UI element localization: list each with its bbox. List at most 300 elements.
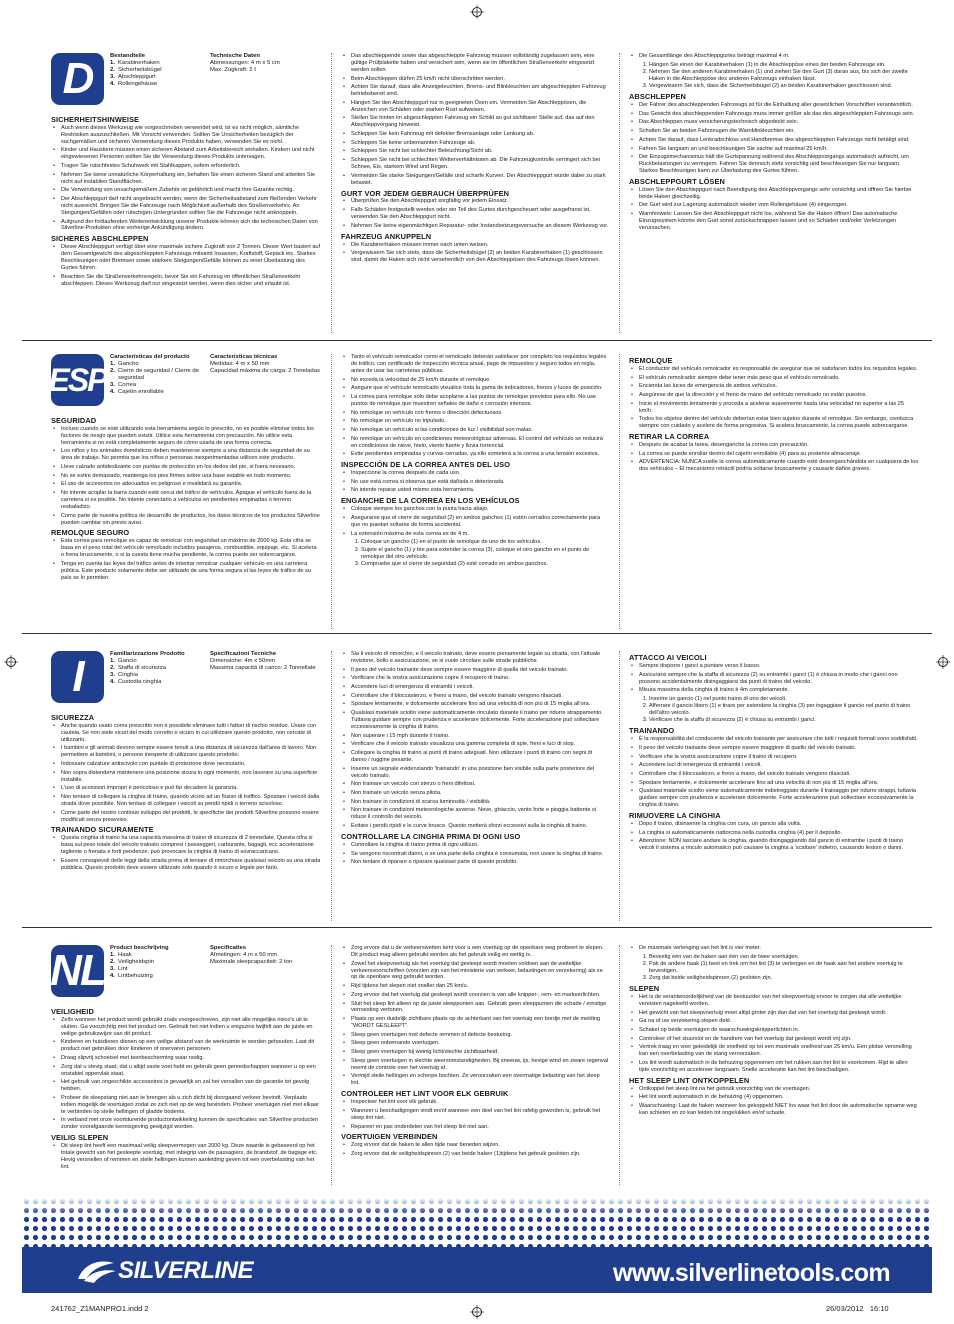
bullet-item: • Esta correa para remolque es capaz de remolcar con seguridad un máximo de 2000 kg. Esta cifra se basa en el peso total del vehículo remolcado incluidos pasajeros, combustible, equipaje, etc. Si acelera o frena bruscamente, o si la cuesta tiene mucha pendiente, la correa puede ser sobrecargarse. (61, 538, 321, 559)
section-heading: SICHERES ABSCHLEPPEN (51, 234, 149, 244)
bullet-item: • Evite pendientes empinadas y curvas cerradas, ya ello someterá a la correa a una tensión excesiva. (351, 451, 609, 458)
bullet-item: • La extensión máxima de esta correa es de 4 m. (351, 531, 609, 538)
part-item (110, 389, 202, 396)
bullet-item: • Dieser Abschleppgurt verfügt über eine maximale sichere Zugkraft von 2 Tonnen. Dieser Wert basiert auf dem Gesamtgewicht des abgeschleppten Fahrzeugs mitsamt Insassen, Kraftstoff, Gepäck etc. Starkes Beschleunigen oder Bremsen sowie stärkere Steigungen/Gefälle können zu einer Überlastung des Gurtes führen. (61, 244, 321, 272)
part-item (110, 672, 202, 679)
bullet-item: • In verband met onze voortdurende productontwikkeling kunnen de specificaties van Silverline producten zonder voorafgaande kennisgeving gewijzigd worden. (61, 1117, 321, 1131)
bullet-item: • Coloque siempre los ganchos con la punta hacia abajo. (351, 506, 609, 513)
bullet-item: • Schleppen Sie keine unbemannten Fahrzeuge ab. (351, 140, 609, 147)
section-divider (22, 340, 932, 341)
bullet-item: • Misura massima della cinghia di traino è 4m completamente. (639, 687, 919, 694)
spec-item: Capacidad máxima de carga: 2 Toneladas (210, 368, 320, 374)
section-heading: INSPECCIÓN DE LA CORREA ANTES DEL USO (341, 460, 511, 470)
bullet-item: • Essere consapevoli delle leggi della strada prima di tentare di rimorchiare qualsiasi veicolo su una strada pubblica. Questo prodotto deve essere utilizzato solo quando è sicuro e legale per farlo. (61, 858, 321, 872)
section-spanish (48, 354, 919, 629)
bullet-item: • Repareer en pas onderdelen van het sleep lint niet aan. (351, 1124, 609, 1131)
bullet-list (629, 442, 919, 473)
spec-title: Características técnicas (210, 354, 278, 360)
bullet-item: • Überprüfen Sie den Abschleppgurt sorgfältig vor jedem Einsatz. (351, 198, 609, 205)
bullet-item: • Verificare che il veicolo trainato visualizza una gamma completa di spie, freni e luci di stop. (351, 741, 609, 748)
bullet-item: • Der Abschleppgurt darf nicht angebracht werden, wenn der Sicherheitsabstand zum fließenden Verkehr nicht ausreicht. Bringen Sie die Fahrzeuge nach Möglichkeit außerhalb des Straßenverkehrs. An Steigungen/Gefällen oder rutschigen Untergründen sollten Sie die Fahrzeuge nicht anknoppeln. (61, 196, 321, 217)
bullet-item: • Rijd tijdens het slepen niet sneller dan 25 km/u. (351, 983, 609, 990)
part-label: Cierre de seguridad / Cierre de seguridad (118, 368, 199, 381)
bullet-item: • Todos los objetos dentro del vehículo deberían estar bien sujetos durante el remolque. Sin embargo, conduzca siempre con cuidado y acelere de forma progresiva. Si acelera bruscamente, la correa puede sobrecargarse. (639, 416, 919, 430)
step-item: 3. Verificare che la staffa di sicurezza (2) è chiusa su entrambi i ganci. (649, 717, 919, 724)
bullet-item: • Der Gurt wird zur Lagerung automatisch wieder vom Rollengehäuse (4) eingezogen. (639, 202, 919, 209)
print-time-value: 16:10 (869, 1304, 889, 1313)
bullet-item: • Inspeccione la correa después de cada uso. (351, 470, 609, 477)
bullet-item: • Il peso del veicolo trainante deve sempre essere maggiore di quella del veicolo trainato. (351, 667, 609, 674)
bullet-item: • Aufgrund der fortlaufenden Weiterentwicklung unserer Produkte können sich die technischen Daten von Silverline-Produkten ohne vorherige Ankündigung ändern. (61, 219, 321, 233)
step-item: 2. Pak de andere haak (1) beet en trek om het lint (3) te verlengen en de haak aan het andere voertuig te bevestigen. (649, 961, 919, 975)
section-heading: ATTACCO AI VEICOLI (629, 653, 707, 662)
step-item: 3. Compruebe que el cierre de seguridad (2) esté cerrado en ambos ganchos. (361, 561, 609, 568)
parts-items (110, 60, 202, 88)
bullet-item: • Probeer de sleepstang niet aan te brengen als u zich dicht bij doorgaand verkeer bevindt. Verplaats indien mogelijk de voertuigen zodat ze zich niet op de weg bevinden. Probeer voertuigen niet met elkaar te verbinden op steile hellingen of gladde bodems. (61, 1095, 321, 1116)
bullet-item: • Falls Schäden festgestellt werden oder ein Teil des Gurtes durchgescheuert oder ausgefranst ist, verwenden Sie den Abschleppgurt nicht. (351, 207, 609, 221)
text-column-2 (341, 651, 609, 868)
bullet-list (51, 723, 321, 824)
bullet-item: • Nehmen Sie keine unnatürliche Körperhaltung ein, behalten Sie einen sicheren Stand und arbeiten Sie nicht auf instabilen Standflächen. (61, 172, 321, 186)
bullet-item: • Vermeiden Sie starke Steigungen/Gefälle und scharfe Kurven. Der Abschleppgurt würde dabei zu stark belastet. (351, 173, 609, 187)
part-number: 3. (110, 966, 115, 972)
bullet-list (629, 53, 919, 60)
bullet-item: • No remolque un vehículo con frenos o dirección defectuosos. (351, 410, 609, 417)
part-label: Gancio (118, 658, 137, 664)
bullet-item: • Non trainare in condizioni di scarsa luminosità / visibilità. (351, 799, 609, 806)
bullet-item: • La correa para remolque sólo debe acoplarse a las puntos de remolque previstos para ello. No use puntos de remolque que muestren señales de daño o corrosión intensos. (351, 394, 609, 408)
column-divider (331, 945, 332, 1185)
brand-logo (74, 1255, 253, 1287)
bullet-list (629, 102, 919, 175)
part-number: 4. (110, 679, 115, 685)
bullet-item: • Wanneer u beschadigingen vindt en/of wanneer een deel van het lint rafelig geworden is, gebruik het sleep lint niet. (351, 1108, 609, 1122)
bullet-item: • Non trainare un veicolo senza pilota. (351, 790, 609, 797)
text-column-3 (629, 945, 919, 1119)
bullet-item: • Asegúrese de que la dirección y el freno de mano del vehículo remolcado no están puestos. (639, 392, 919, 399)
spec-list (210, 354, 350, 375)
bullet-item: • Los niños y los animales domésticos deben mantenerse siempre a una distancia de seguridad de su área de trabajo. No permita que los niños o personas inexperimentadas utilicen este producto. (61, 448, 321, 462)
section-heading: SEGURIDAD (51, 416, 97, 425)
bullet-item: • È la responsabilità del conducente del veicolo trainante per assicurare che tutti i requisiti formali sono soddisfatti. (639, 736, 919, 743)
section-heading: GURT VOR JEDEM GEBRAUCH ÜBERPRÜFEN (341, 188, 510, 198)
part-label: Cajetín enrollable (118, 389, 164, 395)
section-heading: TRAINANDO (629, 726, 675, 736)
part-number: 1. (110, 658, 115, 664)
bullet-list (629, 187, 919, 232)
bullet-item: • Sleep geen voertuigen met defecte remmen of defecte besturing. (351, 1032, 609, 1039)
step-item: 1. Coloque un gancho (1) en el punto de remolque de uno de los vehículos. (361, 539, 609, 546)
column-divider (331, 651, 332, 921)
section-heading: ABSCHLEPPGURT LÖSEN (629, 176, 725, 186)
bullet-item: • Kinder und Haustiere müssen einen sicheren Abstand zum Arbeitsbereich einhalten. Kindern und nicht eingewiesenen Personen sollten Sie die Verwendung dieses Produkts untersagen. (61, 147, 321, 161)
part-item (110, 81, 202, 88)
bullet-item: • Fahren Sie langsam an und beschleunigen Sie sachte auf maximal 25 km/h. (639, 146, 919, 153)
bullet-list (51, 538, 321, 581)
bullet-item: • Het gebruik van ongeschikte accessoires is gevaarlijk en zal het vervallen van de garantie tot gevolg hebben. (61, 1079, 321, 1093)
bullet-item: • Stellen Sie hinten im abgeschleppten Fahrzeug ein Schild an gut sichtbarer Stelle auf, das auf den Abschleppvorgang hinweist. (351, 115, 609, 129)
numbered-steps (629, 62, 919, 90)
bullet-item: • Het is de verantwoordelijkheid van de bestuurder van het sleepvoertuig ervoor te zorgen dat alle wettelijke vereisten nageleefd worden. (639, 994, 919, 1008)
bullet-item: • I bambini e gli animali devono sempre essere tenuti a una distanza di sicurezza dall'area di lavoro. Non permettere ai bambini, o persone inesperte di utilizzare questo prodotto. (61, 745, 321, 759)
bullet-item: • Il peso del veicolo trainante deve sempre essere maggiore di quello del veicolo trainato. (639, 745, 919, 752)
footer-band (22, 1197, 932, 1293)
bullet-item: • La cinghia si automaticamente riattorcina nella custodia cinghia (4) per il deposito. (639, 830, 919, 837)
section-heading: FAHRZEUG ANKUPPELN (341, 231, 432, 241)
parts-title: Familiarizzazione Prodotto (110, 651, 185, 657)
indd-file-name: 241762_Z1MANPRO1.indd 2 (51, 1304, 149, 1313)
bullet-item: • Qualsiasi materiale sciolto viene automaticamente rinculato durante il traino per ridurre strappamento. Tuttavia guidare sempre con prudenza e accelerare dolcemente. Forte accelerazione può sollecitare eccessivamente la cinghia di traino. (351, 710, 609, 731)
registration-mark-bottom (470, 1305, 484, 1319)
section-heading: SICUREZZA (51, 713, 95, 722)
section-italian (51, 651, 919, 921)
text-column-2 (341, 53, 609, 266)
parts-list (110, 651, 202, 686)
column-divider (619, 354, 620, 629)
bullet-item: • Die Gesamtlänge des Abschleppgurtes beträgt maximal 4 m. (639, 53, 919, 60)
language-code: ESP (48, 361, 107, 398)
parts-list (110, 354, 202, 396)
bullet-list (341, 242, 609, 265)
bullet-item: • Schleppen Sie nicht bei schlechter Beleuchtung/Sicht ab. (351, 148, 609, 155)
parts-title: Bestandteile (110, 53, 146, 59)
part-item (110, 952, 202, 959)
numbered-steps (629, 954, 919, 982)
part-label: Haak (118, 952, 132, 958)
section-heading: RETIRAR LA CORREA (629, 432, 710, 442)
bullet-item: • Der Fahrer des abschleppenden Fahrzeugs ist für die Einhaltung aller gesetzlichen Vorschriften verantwortlich. (639, 102, 919, 109)
bullet-item: • Die Verwendung von unsachgemäßem Zubehör ist gefährlich und macht Ihre Garantie nichtig. (61, 187, 321, 194)
bullet-item: • Ga na of uw verzekering slepen dekt. (639, 1018, 919, 1025)
bullet-item: • De maximale verlenging van het lint is vier meter. (639, 945, 919, 952)
section-divider (22, 633, 932, 634)
bullet-item: • Schleppen Sie kein Fahrzeug mit defekter Bremsanlage oder Lenkung ab. (351, 131, 609, 138)
bullet-list (51, 125, 321, 232)
text-column-3 (629, 651, 919, 854)
part-label: Staffa di sicurezza (118, 665, 167, 671)
column-divider (619, 53, 620, 333)
part-number: 3. (110, 672, 115, 678)
part-number: 4. (110, 81, 115, 87)
bullet-list (629, 1086, 919, 1117)
bullet-list (341, 354, 609, 458)
bullet-item: • Lösen Sie den Abschleppgurt nach Beendigung des Abschleppvorgangs sehr vorsichtig und öffnen Sie hierbei beide Haken gleichzeitig. (639, 187, 919, 201)
language-code: NL (50, 946, 105, 995)
bullet-item: • Attenzione: NON lasciare andare la cinghia, quando disingaggiando dal gancio di entrambe i punti di traino veicoli il sistema a rinculo automatico può causare la cinghia a 'scattare' indietro, causando lesioni o danni. (639, 838, 919, 852)
bullet-item: • Assicurarsi sempre che la staffa di sicurezza (2) su entrambi i ganci (1) è chiusa in modo che i ganci non possono accidentalmente disingaggiarsi dai punti di traino del veicolo. (639, 672, 919, 686)
part-number: 1. (110, 60, 115, 66)
bullet-item: • Non superare i 15 mph durante il traino. (351, 733, 609, 740)
bullet-list (341, 842, 609, 866)
spec-title: Technische Daten (210, 53, 260, 59)
bullet-item: • Inspecteer het lint voor elk gebruik. (351, 1099, 609, 1106)
column-divider (619, 945, 620, 1185)
bullet-item: • Achten Sie darauf, dass Lenkradschloss und Handbremse des abgeschleppten Fahrzeugs nicht betätigt sind. (639, 137, 919, 144)
bullet-list (51, 835, 321, 871)
bullet-item: • Waarschuwing: Laat de haken wanneer los gekoppeld NIET los waar het lint door de automatische opname weg kan schieten en zo kan leiden tot ongelukken en/of schade. (639, 1103, 919, 1117)
part-label: Lintbehuizing (118, 973, 153, 979)
bullet-item: • Beim Abschleppen dürfen 25 km/h nicht überschritten werden. (351, 76, 609, 83)
part-item (110, 966, 202, 973)
bullet-item: • Non tentare di riparare o riparare qualsiasi parte di questo prodotto. (351, 859, 609, 866)
part-number: 2. (110, 368, 115, 374)
bullet-list (51, 426, 321, 527)
bullet-item: • No remolque un vehículo en condiciones meteorológicas adversas. El control del vehículo se reducirá en condiciones de nieve, hielo, viento fuerte y lluvia torrencial. (351, 436, 609, 450)
section-heading: VEILIGHEID (51, 1007, 94, 1016)
bullet-item: • Sempre disporre i ganci a puntare verso il basso. (639, 663, 919, 670)
part-label: Cinghia (118, 672, 138, 678)
bullet-item: • Auch wenn dieses Werkzeug wie vorgeschrieben verwendet wird, ist es nicht möglich, sämtliche Restrisiken auszuschließen. Mit Vorsicht verwenden. Sollten Sie Unsicherheiten bezüglich der sachgemäßen und sicheren Verwendung dieses Produkts haben, verwenden Sie es nicht. (61, 125, 321, 146)
spec-list (210, 945, 350, 966)
part-number: 3. (110, 74, 115, 80)
bullet-list (341, 1142, 609, 1158)
spec-item: Max. Zugkraft: 2 t (210, 67, 256, 73)
bullet-item: • Das abschleppende sowie das abgeschleppte Fahrzeug müssen vollständig zugelassen sein, eine gültige Prüfplakette haben und versichert sein, wenn sie im öffentlichen Straßenverkehr eingesetzt werden sollen. (351, 53, 609, 74)
bullet-item: • Vergewissern Sie sich stets, dass die Sicherheitsbügel (2) an beiden Karabinerhaken (1) geschlossen sind, damit die Haken sich nicht versehentlich von den Abschleppösen des Fahrzeugs lösen können. (351, 250, 609, 264)
brand-name: SILVERLINE (118, 1257, 254, 1284)
text-column-1 (51, 113, 321, 289)
bullet-item: • Achten Sie darauf, dass alle Anzeigeleuchten, Brems- und Blinkleuchten am abgeschleppten Fahrzeug betriebsbereit sind. (351, 84, 609, 98)
bullet-item: • Controllare la cinghia di traino prima di ogni utilizzo. (351, 842, 609, 849)
bullet-item: • Collegare la cinghia di traino ai punti di traino adeguati. Non utilizzare i punti di traino con segni di danno / ruggine pesante. (351, 750, 609, 764)
part-item (110, 658, 202, 665)
spec-item: Afmetingen: 4 m x 50 mm (210, 952, 278, 958)
bullet-item: • Non sopra distendervi mantenere una posizione sicura in ogni momento, non lavorare su una superficie instabile. (61, 770, 321, 784)
step-item: 1. Inserire un gancio (1) nel punto traino di uno dei veicoli. (649, 696, 919, 703)
spec-item: Massima capacità di carico: 2 Tonnellate (210, 665, 316, 671)
part-number: 3. (110, 382, 115, 388)
bullet-item: • No remolque un vehículo no tripulado. (351, 418, 609, 425)
language-badge (51, 53, 104, 105)
bullet-item: • Después de acabar la tarea, desenganche la correa con precaución. (639, 442, 919, 449)
parts-items (110, 952, 202, 980)
bullet-item: • Spostare lentamente, e dolcemente accelerare fino ad una velocità di non più di 15 miglia all'ora. (639, 780, 919, 787)
section-heading: CONTROLLARE LA CINGHIA PRIMA DI OGNI USO (341, 831, 521, 841)
part-item (110, 665, 202, 672)
part-number: 2. (110, 665, 115, 671)
bullet-item: • Non trainare un veicolo con sterzo o freni difettosi. (351, 781, 609, 788)
spec-item: Maximale sleepcapaciteit: 2 ton (210, 959, 293, 965)
silverline-swoosh-icon (74, 1257, 118, 1285)
bullet-item: • Controllare che il bloccasterzo, e freno a mano, del veicolo trainato vengono rilasciati. (351, 693, 609, 700)
bullet-item: • Dopo il traino, disinserire la cinghia con cura, un gancio alla volta. (639, 821, 919, 828)
part-label: Abschleppgurt (118, 74, 156, 80)
section-divider (22, 927, 932, 928)
section-heading: SLEPEN (629, 984, 660, 994)
bullet-item: • Sleep geen voertuigen in slechte weersomstandigheden. Bij sneeuw, ijs, hevige wind en zware regenval neemt de controle over het voertuig af. (351, 1058, 609, 1072)
bullet-item: • Inicie el movimiento lentamente y proceda a acelerar suavemente hasta una velocidad no superior a las 25 km/h. (639, 401, 919, 415)
bullet-item: • Come parte del nostro continuo sviluppo dei prodotti, le specifiche dei prodotti Silverline possono essere modificati senza preavviso. (61, 810, 321, 824)
part-item (110, 368, 202, 382)
bullet-item: • Spostare lentamente, e dolcemente accelerare fino ad una velocità di non più di 15 miglia all'ora. (351, 701, 609, 708)
bullet-item: • Inserire un segnale evidenziando 'trainando' in una posizione ben visibile sulla parte posteriore del veicolo trainato. (351, 766, 609, 780)
bullet-item: • Se vengono riscontrati danni, o se una parte della cinghia è consumata, non usare la cinghia di traino. (351, 851, 609, 858)
parts-items (110, 658, 202, 686)
bullet-item: • Accendere luci di emergenza di entrambi i veicoli. (351, 684, 609, 691)
text-column-3 (629, 354, 919, 475)
section-heading: VEILIG SLEPEN (51, 1133, 109, 1143)
bullet-item: • Asegure que el vehículo remolcado visualice toda la gama de indicadores, frenos y luces de posición. (351, 385, 609, 392)
spec-item: Dimensione: 4m x 50mm (210, 658, 276, 664)
spec-title: Specificaties (210, 945, 247, 951)
bullet-list (341, 506, 609, 537)
parts-list (110, 945, 202, 980)
bullet-item: • Sleep geen voertuigen bij weinig licht/slechte zichtbaarheid. (351, 1049, 609, 1056)
bullet-item: • Nehmen Sie keine eigenmächtigen Reparatur- oder Instandsetzungsversuche an diesem Werkzeug vor. (351, 223, 609, 230)
spec-list (210, 53, 350, 74)
language-badge (51, 945, 104, 997)
bullet-item: • Das Abschleppen muss versicherungstechnisch abgedeckt sein. (639, 119, 919, 126)
bullet-item: • Qualsiasi materiale sciolto viene automaticamente indietreggiato durante il trainaggio per ridurre strappi, tuttavia guidare sempre con prudenza e accelerare dolcemente. Forte accelerazione può sollecitare eccessivamente la cinghia di traino. (639, 788, 919, 809)
bullet-list (629, 366, 919, 430)
bullet-item: • Questa cinghia di traino ha una capacità massima di traino di sicurezza di 2 tonnellate. Questa cifra si basa sul peso totale del veicolo trainato compresi i passeggeri, carburante, bagagli, ecc accelerazione tagliente o frenata e forti pendenze, può provocare la cinghia di traino di sovraccaricarsi. (61, 835, 321, 856)
bullet-item: • El vehículo remolcador siempre debe tener más peso que el vehículo remolcado. (639, 375, 919, 382)
bullet-item: • No se estire demasiado, mantenga los pies firmes sobre una base estable en todo momento. (61, 473, 321, 480)
part-label: Rollengehäuse (118, 81, 158, 87)
bullet-list (341, 651, 609, 830)
website-url: www.silverlinetools.com (612, 1259, 890, 1287)
bullet-item: • Schakel op beide voertuigen de waarschuwingsknipperlichten in. (639, 1027, 919, 1034)
bullet-item: • Verificare che la vostra assicurazione copre il traino di recupero. (639, 754, 919, 761)
text-column-1 (51, 414, 321, 583)
bullet-item: • Plaats op een duidelijk zichtbare plaats op de achterkant van het voertuig een bordje met de melding "WORDT GESLEEPT". (351, 1016, 609, 1030)
print-date (826, 1304, 889, 1313)
part-label: Gancho (118, 361, 139, 367)
text-column-1 (51, 1005, 321, 1173)
bullet-item: • Verificare che la vostra assicurazione copre il recupero di traino. (351, 675, 609, 682)
numbered-steps (341, 539, 609, 567)
bullet-item: • Beachten Sie die Straßenverkehrsregeln, bevor Sie ein Fahrzeug im öffentlichen Straßenverkehr abschleppen. Dieses Werkzeug darf nur eingesetzt werden, wenn dies sicher und erlaubt ist. (61, 274, 321, 288)
bullet-item: • Zorg ervoor dat het voertuig dat gesleept wordt voorzien is van alle knipper-, rem- en markeerlichten. (351, 992, 609, 999)
part-label: Correa (118, 382, 137, 388)
bullet-item: • El conductor del vehículo remolcador es responsable de asegurar que se satisfacen todos los requisitos legales. (639, 366, 919, 373)
part-number: 2. (110, 959, 115, 965)
step-item: 2. Sujete el gancho (1) y tire para extender la correa (3), coloque el otro gancho en el punto de remolque del otro vehículo. (361, 547, 609, 561)
step-item: 1. Hängen Sie einen der Karabinerhaken (1) in die Abschleppöse eines der beiden Fahrzeuge ein. (649, 62, 919, 69)
section-heading: TRAINANDO SICURAMENTE (51, 825, 154, 835)
text-column-3 (629, 53, 919, 234)
registration-mark-right (936, 655, 950, 669)
bullet-list (629, 663, 919, 694)
part-label: Sicherheitsbügel (118, 67, 162, 73)
bullet-item: • Non tentare di collegare la cinghia di traino, quando vicino ad un flusso di traffico. Spostare i veicoli dalla strada dove possibile. Non tentare di collegare i veicoli su pendii ripidi o terreno scivoloso. (61, 794, 321, 808)
bullet-item: • Kinderen en huisdieren dienen op een veilige afstand van de werkruimte te worden gehouden. Laat dit product niet gebruiken door kinderen of onervaren personen. (61, 1039, 321, 1053)
part-item (110, 959, 202, 966)
bullet-item: • Dit sleep lint heeft een maximaal veilig sleepvermogen van 2000 kg. Deze waarde is gebaseerd op het totale gewicht van het gesleepte voertuig, met inbegrip van de passagiers, de brandstof, de bagage etc. Hevig versnellen of remmen en steile hellingen kunnen aanleiding geven tot een overbelasting van het lint. (61, 1143, 321, 1171)
part-number: 4. (110, 389, 115, 395)
section-heading: ABSCHLEPPEN (629, 92, 686, 102)
parts-title: Product beschrijving (110, 945, 169, 951)
step-item: 2. Nehmen Sie den anderen Karabinerhaken (1) und ziehen Sie den Gurt (3) daran aus, bis sich der zweite Haken in die Abschleppöse des anderen Fahrzeugs einhaken lässt. (649, 69, 919, 83)
text-column-2 (341, 354, 609, 569)
spec-list (210, 651, 350, 672)
bullet-item: • Sluit het sleep lint alleen op de juiste sleeppunten aan. Gebruik geen sleeppunten die schade / ernstige verroesting vertonen. (351, 1001, 609, 1015)
bullet-item: • Draag slipvrij schoeisel met teenbescherming waar nodig. (61, 1055, 321, 1062)
section-heading: RIMUOVERE LA CINGHIA (629, 811, 721, 821)
bullet-list (341, 945, 609, 1087)
bullet-item: • No intente reparar usted mismo esta herramienta. (351, 487, 609, 494)
step-item: 2. Afferrare il gancio libero (1) e tirare per estendere la cinghia (3) per ingaggiare il gancio nel punto di traino dell'altro veicolo. (649, 703, 919, 717)
bullet-list (629, 994, 919, 1074)
language-code: D (62, 54, 93, 103)
bullet-item: • No use está correa si observa que está dañada o deteriorada. (351, 479, 609, 486)
parts-items (110, 361, 202, 396)
part-item (110, 67, 202, 74)
column-divider (331, 53, 332, 333)
bullet-item: • Accendere luci di emergenza di entrambi i veicoli. (639, 762, 919, 769)
bullet-item: • ADVERTENCIA: NUNCA suelte la correa automáticamente cuando esté desenganchándola en cualquiera de los dos vehículos – El mecanismo retráctil podría soltarse bruscamente y causarle daños graves. (639, 459, 919, 473)
bullet-item: • Zelfs wanneer het product wordt gebruikt zoals voorgeschreven, zijn niet alle mogelijke risico's uit te sluiten. Ga voorzichtig met het product om. Gebruik het niet indien u enigszins twijfelt aan de juiste en veilige gebruikswijze van dit product. (61, 1017, 321, 1038)
parts-list (110, 53, 202, 88)
bullet-item: • La correa se puede enrollar dentro del cajetín enrollable (4) para su posterior almacenaje. (639, 451, 919, 458)
text-column-1 (51, 711, 321, 874)
section-heading: HET SLEEP LINT ONTKOPPELEN (629, 1075, 750, 1085)
text-column-2 (341, 945, 609, 1160)
numbered-steps (629, 696, 919, 724)
part-number: 1. (110, 952, 115, 958)
part-item (110, 60, 202, 67)
part-number: 4. (110, 973, 115, 979)
bullet-item: • No intente acoplar la barra cuando esté cerca del tráfico de vehículos. Apague el vehículo fuera de la carretera si es posible. No intente conectarlo a vehículos en pendientes empinadas o terreno resbaladizo. (61, 490, 321, 511)
section-heading: VOERTUIGEN VERBINDEN (341, 1132, 438, 1142)
bullet-item: • Indossare calzature antiscivolo con puntale di protezione dove necessario. (61, 761, 321, 768)
bullet-item: • Zowel het sleepvoertuig als het voertuig dat gesleept wordt moeten voldoen aan de wettelijke verkeersvoorschriften (voorzien zijn van het ministerie van verkeer, belastingen en verzekering) als ze op de openbare weg gebruikt worden. (351, 961, 609, 982)
bullet-item: • Controllare che il bloccasterzo, e freno a mano, del veicolo trainato vengono rilasciati. (639, 771, 919, 778)
bullet-item: • Der Einzugsmechanismus hält die Gurtspannung während des Abschleppvorgangs automatisch aufrecht, um Ruckbelastungen zu verringern. Fahren Sie dennoch stets vorsichtig und beschleunigen Sie nur langsam. Starkes Beschleunigen kann zur Überlastung des Gurtes führen. (639, 154, 919, 175)
bullet-item: • Zorg dat u stevig staat; dat u altijd vaste voet hebt en gebruik geen gereedschappen wanneer u op een onstabiel oppervlak staat. (61, 1064, 321, 1078)
bullet-item: • Evitare i pendii ripidi e le curve brusce. Questo metterà sforzi eccessivi sulla la cinghia di traino. (351, 823, 609, 830)
section-heading: REMOLQUE (629, 356, 673, 365)
bullet-item: • Zorg ervoor dat u de verkeerswetten kent voor u een voertuig op de openbare weg probeert te slepen. Dit product mag alleen gebruikt worden als het gebruik veilig en wettig is. (351, 945, 609, 959)
bullet-item: • Die Karabinerhaken müssen immer nach unten weisen. (351, 242, 609, 249)
part-label: Custodia cinghia (118, 679, 162, 685)
bullet-item: • Zorg ervoor dat de haken te allen tijde naar beneden wijzen. (351, 1142, 609, 1149)
bullet-item: • Das Gewicht des abschleppenden Fahrzeugs muss immer größer als das des abgeschleppten Fahrzeugs sein. (639, 111, 919, 118)
bullet-item: • No remolque un vehículo si las condiciones de luz / visibilidad son malas. (351, 427, 609, 434)
spec-item: Abmessungen: 4 m x 5 cm (210, 60, 280, 66)
part-item (110, 74, 202, 81)
bullet-item: • Controleer of het stuurslot en de handrem van het voertuig dat gesleept wordt vrij zijn. (639, 1036, 919, 1043)
bullet-item: • Ontkoppel het sleep lint na het gebruik voorzichtig van de voertuigen. (639, 1086, 919, 1093)
section-heading: REMOLQUE SEGURO (51, 528, 130, 538)
registration-mark-left (4, 655, 18, 669)
bullet-item: • Schleppen Sie nicht bei schlechten Wetterverhältnissen ab. Die Fahrzeugkontrolle verringert sich bei Schnee, Eis, starkem Wind und Regen. (351, 157, 609, 171)
part-item (110, 361, 202, 368)
bullet-item: • Incluso cuando se esté utilizando esta herramienta según lo prescrito, no es posible eliminar todos los factores de riesgo que pueden existir. Utilice esta herramienta con precaución. No utilice esta herramienta si no está completamente seguro de cómo usarla de una forma correcta. (61, 426, 321, 447)
bullet-item: • Non trainare in condizioni meteorologiche avverse. Neve, ghiaccio, vento forte e pioggia battente si riduce il controllo del veicolo. (351, 807, 609, 821)
bullet-item: • Tenga en cuenta las leyes del tráfico antes de intentar remolcar cualquier vehículo en una carretera pública. Este producto solamente debe ser utilizado de una forma segura si las leyes de tráfico de su país se lo permiten. (61, 561, 321, 582)
parts-title: Características del producto (110, 354, 190, 360)
bullet-item: • Het lint wordt automatisch in de behuizing (4) opgenomen. (639, 1094, 919, 1101)
bullet-list (341, 470, 609, 494)
bullet-item: • Tanto el vehículo remolcador como el remolcado deberán satisfacer por completo los requisitos legales de tráfico, con certificado de inspección técnica anual, pago de impuestos y seguro todos en regla, antes de usar las carreteras públicas. (351, 354, 609, 375)
bullet-item: • El uso de accesorios no adecuados es peligroso e invalidará su garantía. (61, 481, 321, 488)
bullet-list (51, 1017, 321, 1131)
step-item: 3. Vergewissern Sie sich, dass die Sicherheitsbügel (2) an beiden Karabinerhaken geschlossen sind. (649, 83, 919, 90)
column-divider (619, 651, 620, 921)
registration-mark-top (470, 5, 484, 19)
bullet-item: • Asegurarse que el cierre de seguridad (2) en ambos ganchos (1) estén cerrados correctamente para que no puedan soltarse de forma accidental. (351, 515, 609, 529)
section-heading: SICHERHEITSHINWEISE (51, 115, 140, 124)
part-label: Veiligheidspin (118, 959, 155, 965)
bullet-list (51, 244, 321, 287)
bullet-item: • Tragen Sie rutschfestes Schuhwerk mit Stahlkappen, sofern erforderlich. (61, 163, 321, 170)
bullet-list (341, 1099, 609, 1130)
column-divider (331, 354, 332, 629)
part-number: 1. (110, 361, 115, 367)
bullet-item: • Como parte de nuestra política de desarrollo de productos, los datos técnicos de los productos Silverline pueden cambiar sin previo aviso. (61, 513, 321, 527)
print-date-value: 26/03/2012 (826, 1304, 864, 1313)
